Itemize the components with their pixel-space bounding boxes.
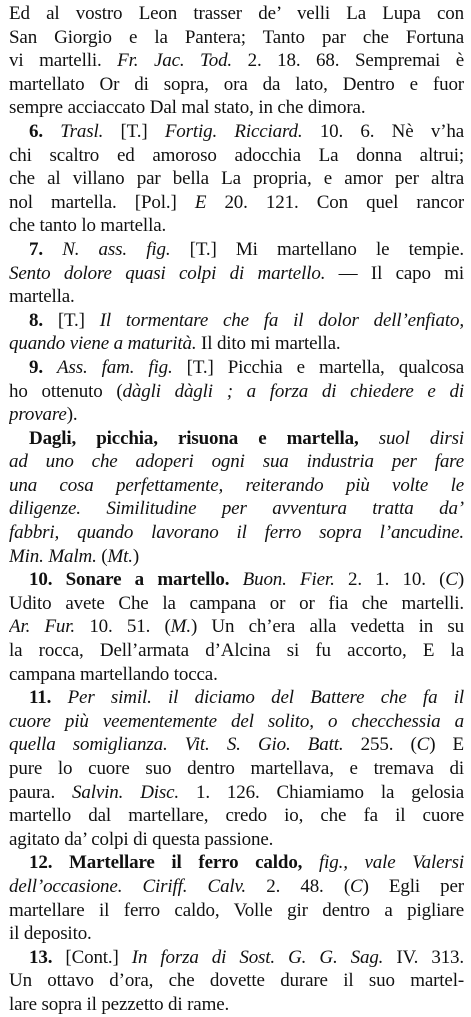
text-run: Mt. (107, 545, 133, 567)
text-line (9, 238, 464, 262)
text-run: martellare il ferro caldo, Volle gir dentro a pigliare (9, 899, 464, 921)
text-line (9, 403, 464, 427)
text-run: cuore più veementemente del solito, o checchessia a (9, 710, 464, 732)
text-run: IV. 313. (383, 946, 464, 968)
text-run: dell’occasione. Ciriff. Calv. (9, 875, 247, 897)
text-run: [T.] Mi martellano le tempie. (170, 238, 464, 260)
text-run: 2. 18. 68. Sempremai è (232, 50, 464, 72)
text-run: 2. 1. 10. ( (334, 569, 446, 591)
text-run: pure lo cuore suo dentro martellava, e tremava di (9, 758, 464, 779)
text-line (9, 2, 464, 26)
text-line (9, 663, 464, 687)
text-run (229, 569, 242, 590)
text-run: 2. 48. ( (246, 875, 351, 897)
text-line (9, 592, 464, 616)
text-run: martella. (9, 286, 75, 308)
text-run: Udito avete Che la campana or or fia che martelli. (9, 592, 464, 614)
text-run: sempre acciaccato Dal mal stato, in che dimora. (9, 97, 366, 119)
text-run: Fortig. Ricciard. (164, 120, 303, 142)
text-line (9, 828, 464, 852)
text-run: Ass. fam. fig. (57, 356, 173, 378)
text-run: Min. Malm. (9, 545, 97, 567)
text-run: 10. Sonare a martello. (29, 569, 230, 591)
text-run: 10. 51. ( (75, 616, 171, 638)
text-line (9, 899, 464, 923)
text-run: M. (170, 616, 191, 638)
text-line (9, 96, 464, 120)
text-run: ) Egli per (362, 875, 464, 897)
text-run: [T.] (57, 309, 100, 331)
text-line (9, 922, 464, 946)
text-line (9, 474, 464, 498)
text-run: 12. Martellare il ferro caldo, (29, 852, 303, 874)
text-run: [Cont.] (65, 946, 132, 968)
text-line (9, 497, 464, 521)
text-run: che tanto lo martella. (9, 215, 167, 237)
text-line (9, 427, 464, 451)
text-run: Ar. Fur. (9, 616, 76, 638)
text-run: provare (9, 404, 67, 426)
text-run: dàgli dàgli ; a forza di chiedere e di (122, 380, 464, 402)
text-run: ) Un ch’era alla vedetta in su (190, 616, 464, 638)
text-run: 11. (29, 687, 68, 709)
text-line (9, 285, 464, 309)
text-run: Buon. Fier. (242, 569, 335, 591)
text-run: ) E (429, 734, 464, 756)
text-run: campana martellando tocca. (9, 663, 218, 685)
text-run: fig., vale Valersi (318, 852, 464, 874)
text-run: Fr. Jac. Tod. (117, 50, 233, 72)
text-line (9, 757, 464, 781)
text-line (9, 450, 464, 474)
text-line (9, 733, 464, 757)
text-line (9, 615, 464, 639)
text-run: 1. 126. Chiamiamo la gelosia (179, 781, 464, 803)
text-run: 9. (29, 356, 58, 378)
text-run: C (445, 569, 458, 591)
text-line (9, 639, 464, 663)
text-run: quando viene a maturità. (9, 333, 197, 355)
text-run: 6. (29, 120, 61, 142)
text-line (9, 356, 464, 380)
text-line (9, 946, 464, 970)
text-run: chi scaltro ed amoroso adocchia La donna altrui; (9, 144, 464, 166)
text-line (9, 214, 464, 238)
text-run: vi martelli. (9, 50, 118, 72)
text-line (9, 262, 464, 286)
text-run: C (350, 875, 363, 897)
text-run: Per simil. il diciamo del Battere che fa il (67, 687, 464, 709)
text-run: martello dal martellare, credo io, che fa il cuore (9, 805, 464, 827)
text-run: martellato Or di sopra, ora da lato, Dentro e fuor (9, 73, 464, 95)
text-line (9, 521, 464, 545)
text-line (9, 120, 464, 144)
text-line (9, 73, 464, 97)
text-run: la rocca, Dell’armata d’Alcina si fu accorto, E la (9, 640, 464, 662)
text-run: E (194, 191, 207, 213)
text-run: 8. (29, 309, 58, 331)
text-run: ad uno che adoperi ogni sua industria per fare (9, 451, 464, 473)
text-run: [T.] Picchia e martella, qualcosa (172, 356, 464, 378)
text-run: che al villano par bella La propria, e amor per altra (9, 168, 464, 190)
text-run: 7. (29, 238, 63, 260)
text-line (9, 875, 464, 899)
text-line (9, 545, 464, 569)
text-line (9, 993, 464, 1017)
text-run: Sento dolore quasi colpi di martello. (9, 262, 326, 284)
text-run: In forza di Sost. G. G. Sag. (131, 946, 384, 968)
text-line (9, 568, 464, 592)
text-run: Ed al vostro Leon trasser de’ velli La Lupa con (9, 3, 464, 24)
text-run: una cosa perfettamente, reiterando più volte le (9, 474, 464, 496)
text-run: 255. ( (343, 734, 417, 756)
text-run: Dagli, picchia, risuona e martella, (29, 427, 359, 449)
text-run: N. ass. fig. (62, 238, 171, 260)
text-run: [T.] (103, 120, 165, 142)
text-run: C (416, 734, 430, 756)
text-line (9, 144, 464, 168)
text-line (9, 686, 464, 710)
text-line (9, 380, 464, 404)
text-run: Un ottavo d’ora, che dovette durare il suo martel- (9, 970, 464, 992)
text-run: 13. (29, 946, 66, 968)
text-line (9, 167, 464, 191)
text-run: ). (66, 404, 78, 426)
text-run: diligenze. Similitudine per avventura tratta da’ (9, 498, 464, 520)
text-line (9, 26, 464, 50)
text-run: San Giorgio e la Pantera; Tanto par che Fortuna (9, 26, 464, 48)
text-run: Il dito mi martella. (196, 333, 341, 355)
text-run (302, 852, 319, 873)
text-run: quella somiglianza. Vit. S. Gio. Batt. (9, 734, 344, 756)
text-line (9, 969, 464, 993)
text-run: suol dirsi (358, 427, 464, 449)
text-run: ) (457, 569, 464, 591)
text-run: ( (96, 545, 108, 567)
text-line (9, 710, 464, 734)
text-run: lare sopra il pezzetto di rame. (9, 993, 230, 1015)
text-run: fabbri, quando lavorano il ferro sopra l’ancudine. (9, 522, 464, 544)
text-line (9, 851, 464, 875)
text-line (9, 804, 464, 828)
text-run: Il tormentare che fa il dolor dell’enfiato, (99, 309, 464, 331)
text-run: ) (132, 545, 140, 567)
text-run: 20. 121. Con quel rancor (206, 191, 464, 213)
text-run: 10. 6. Nè v’ha (302, 120, 464, 142)
text-line (9, 332, 464, 356)
text-run: il deposito. (9, 923, 92, 945)
text-run: Trasl. (60, 120, 104, 142)
text-line (9, 781, 464, 805)
text-run: paura. (9, 781, 73, 803)
text-run: — Il capo mi (325, 262, 464, 284)
text-run: agitato da’ colpi di questa passione. (9, 828, 274, 850)
text-run: ho ottenuto ( (9, 380, 123, 402)
text-line (9, 49, 464, 73)
dictionary-entry-text (9, 2, 464, 1017)
text-run: Salvin. Disc. (72, 781, 180, 803)
text-line (9, 309, 464, 333)
text-run: nol martella. [Pol.] (9, 191, 195, 213)
text-line (9, 191, 464, 215)
